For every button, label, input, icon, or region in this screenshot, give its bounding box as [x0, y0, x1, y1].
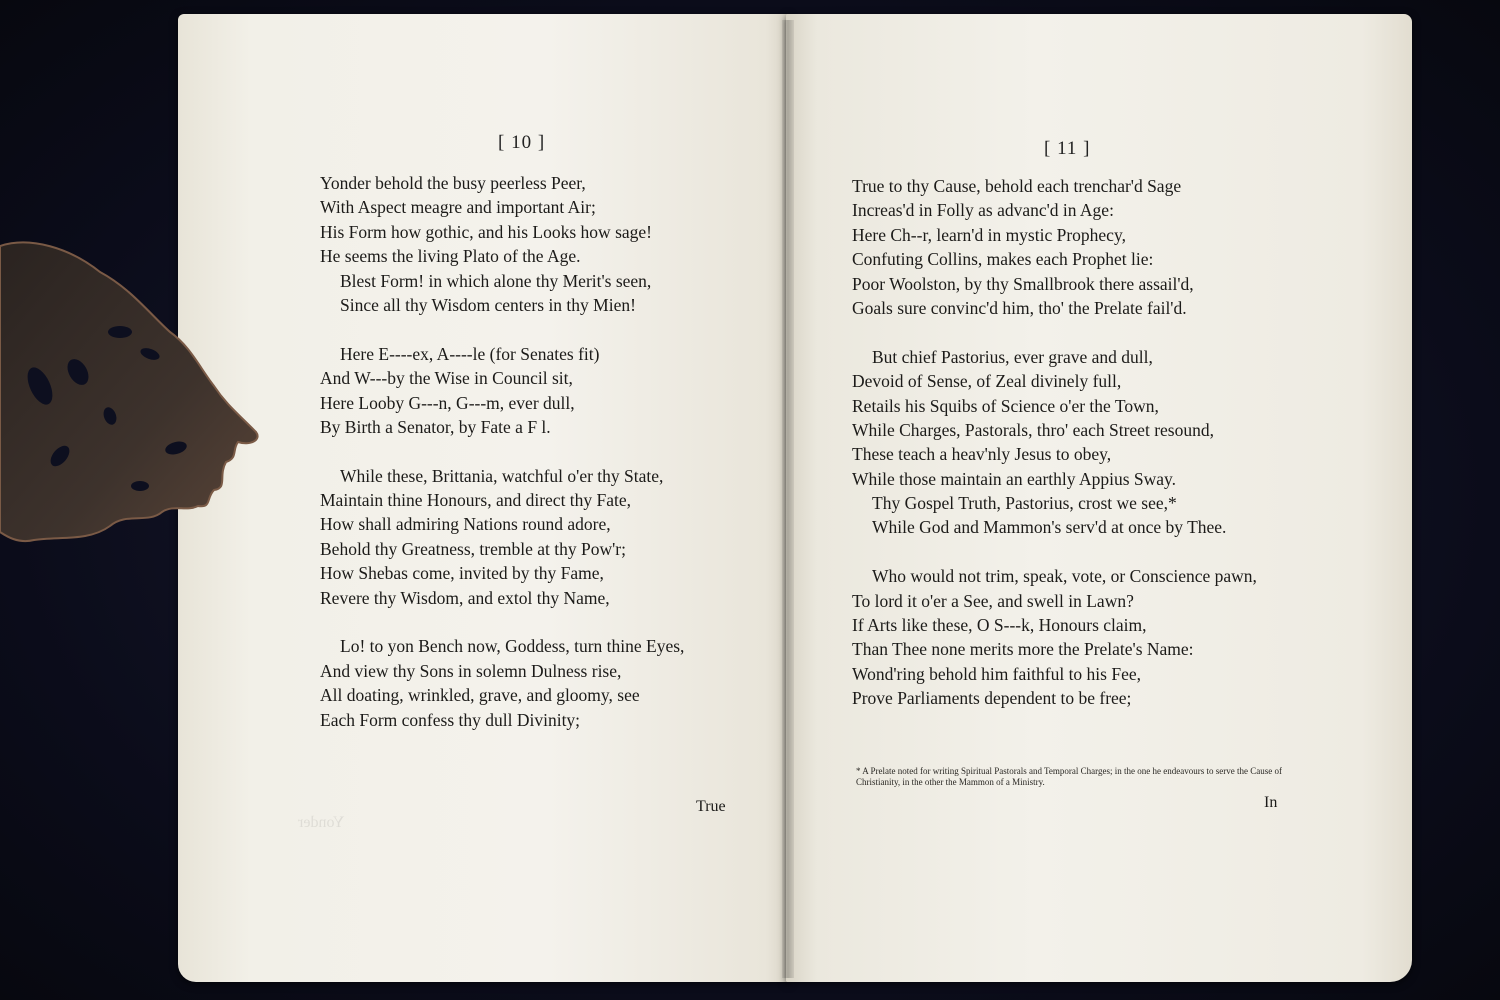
verse-line: While these, Brittania, watchful o'er thy State, [340, 465, 664, 486]
verse-line: His Form how gothic, and his Looks how sage! [320, 221, 652, 242]
verse-line: Confuting Collins, makes each Prophet lie: [852, 249, 1154, 270]
verse-line: Here Looby G---n, G---m, ever dull, [320, 392, 575, 413]
book-gutter [782, 20, 794, 978]
verse-line: He seems the living Plato of the Age. [320, 246, 581, 267]
verse-line: Lo! to yon Bench now, Goddess, turn thine Eyes, [340, 636, 685, 657]
verse-line: How shall admiring Nations round adore, [320, 514, 611, 535]
verse-line: Retails his Squibs of Science o'er the Town, [852, 395, 1159, 416]
verse-line: True to thy Cause, behold each trenchar'd Sage [852, 176, 1182, 196]
verse-line: With Aspect meagre and important Air; [320, 197, 596, 218]
verse-line: Thy Gospel Truth, Pastorius, crost we see,* [872, 493, 1177, 514]
catchword: In [1264, 794, 1278, 811]
verse-line: By Birth a Senator, by Fate a F l. [320, 416, 551, 437]
verse-line: Wond'ring behold him faithful to his Fee, [852, 663, 1141, 684]
verse-line: Behold thy Greatness, tremble at thy Pow'r; [320, 538, 626, 559]
verse-line: Blest Form! in which alone thy Merit's seen, [340, 270, 652, 291]
verse-line: Maintain thine Honours, and direct thy Fate, [320, 490, 632, 511]
verse-line: Than Thee none merits more the Prelate's Name: [852, 639, 1194, 660]
catchword: True [696, 798, 726, 815]
verse-line: Here E----ex, A----le (for Senates fit) [340, 343, 600, 364]
open-book [178, 14, 1412, 984]
verse-line: While God and Mammon's serv'd at once by Thee. [872, 517, 1227, 538]
verse-line: If Arts like these, O S---k, Honours claim, [852, 615, 1147, 636]
verse-line: Since all thy Wisdom centers in thy Mien! [340, 294, 636, 315]
verse-line: Who would not trim, speak, vote, or Conscience pawn, [872, 566, 1257, 587]
bleed-through-text: Yonder [298, 814, 345, 831]
verse-line: These teach a heav'nly Jesus to obey, [852, 444, 1112, 465]
verse-line: While Charges, Pastorals, thro' each Street resound, [852, 419, 1214, 440]
verse-line: Goals sure convinc'd him, tho' the Prelate fail'd. [852, 297, 1187, 318]
verse-line: While those maintain an earthly Appius Sway. [852, 468, 1177, 489]
verse-line: Each Form confess thy dull Divinity; [320, 709, 581, 730]
page-number: [ 11 ] [1044, 138, 1091, 159]
verse-line: Poor Woolston, by thy Smallbrook there assail'd, [852, 273, 1194, 294]
verse-line: Here Ch--r, learn'd in mystic Prophecy, [852, 224, 1126, 245]
verse-line: Increas'd in Folly as advanc'd in Age: [852, 200, 1114, 221]
poem-text [320, 171, 760, 732]
verse-line: And W---by the Wise in Council sit, [320, 368, 573, 389]
verse-line: To lord it o'er a See, and swell in Lawn? [852, 590, 1134, 611]
poem-text [852, 174, 1312, 711]
verse-line: Revere thy Wisdom, and extol thy Name, [320, 587, 610, 608]
stanza-break [320, 439, 760, 463]
stanza-break [320, 610, 760, 634]
page-number: [ 10 ] [498, 132, 546, 153]
verse-line: How Shebas come, invited by thy Fame, [320, 563, 604, 584]
stanza-break [852, 320, 1312, 344]
verse-line: But chief Pastorius, ever grave and dull, [872, 346, 1153, 367]
verse-line: Devoid of Sense, of Zeal divinely full, [852, 371, 1122, 392]
verse-line: Yonder behold the busy peerless Peer, [320, 173, 586, 193]
stanza-break [852, 540, 1312, 564]
right-page [786, 14, 1412, 982]
metal-page-weight-icon [0, 236, 262, 548]
footnote: * A Prelate noted for writing Spiritual Pastorals and Temporal Charges; in the one he endeavours to serve the Cause of Christianity, in the other the Mammon of a Ministry. [856, 766, 1282, 787]
verse-line: And view thy Sons in solemn Dulness rise, [320, 660, 622, 681]
stanza-break [320, 317, 760, 341]
left-page [178, 14, 790, 982]
verse-line: Prove Parliaments dependent to be free; [852, 688, 1132, 709]
verse-line: All doating, wrinkled, grave, and gloomy, see [320, 685, 640, 706]
